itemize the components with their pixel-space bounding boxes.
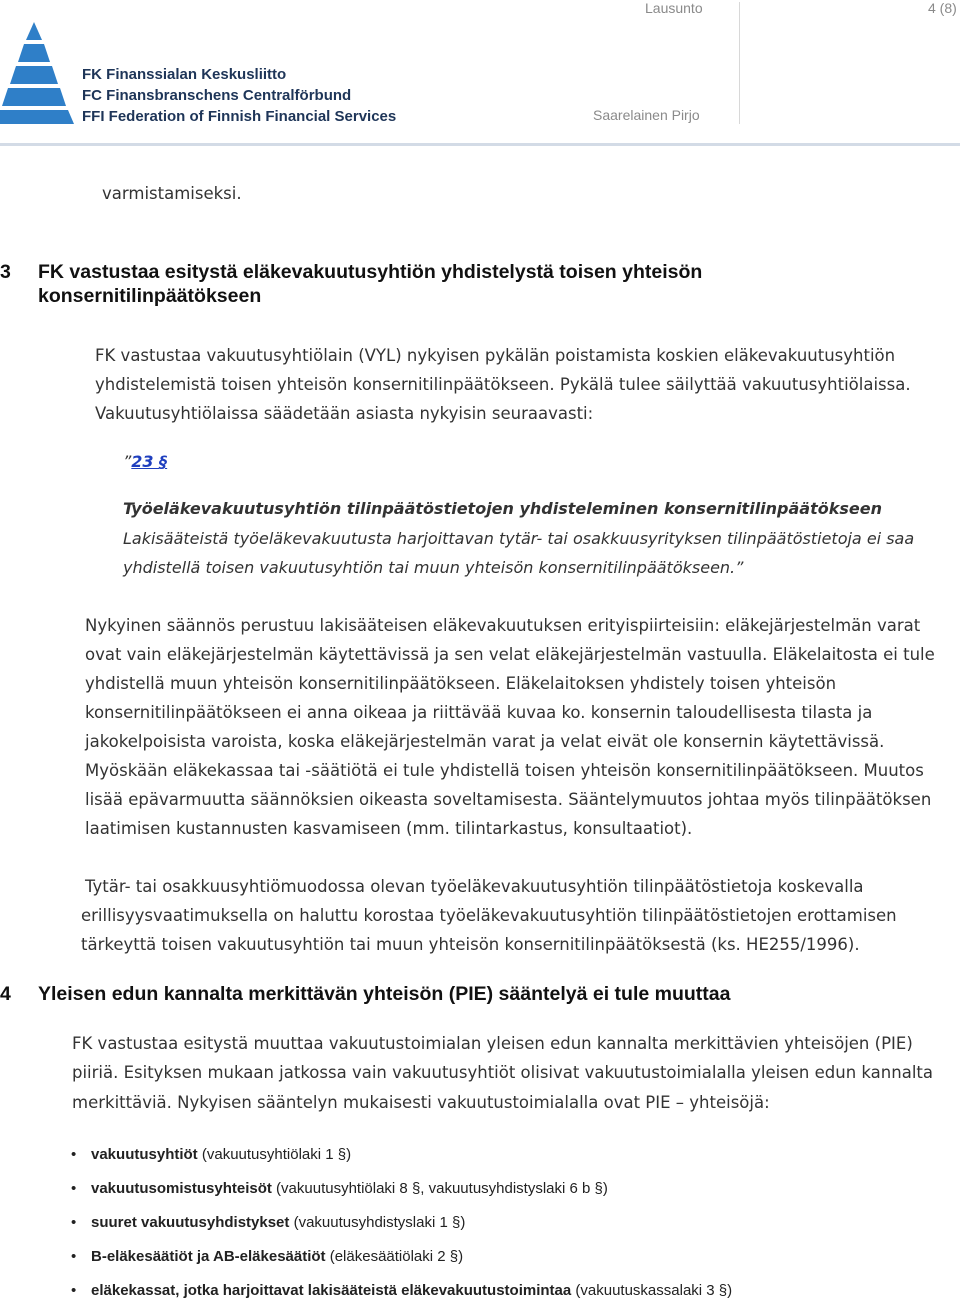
- list-item: [71, 1146, 352, 1163]
- list-item-reference: (vakuutusyhtiölaki 8 §, vakuutusyhdistyslaki 6 b §): [271, 1180, 608, 1197]
- logo-mark-icon: [0, 18, 82, 128]
- list-item-term: vakuutusyhtiöt: [91, 1146, 198, 1163]
- section-3-title-line-1: FK vastustaa esitystä eläkevakuutusyhtiön yhdistelystä toisen yhteisön: [38, 261, 703, 283]
- s3-para3-line: Tytär- tai osakkuusyhtiömuodossa olevan työeläkevakuutusyhtiön tilinpäätöstietoja koskevalla: [85, 877, 864, 896]
- quote-open-mark: ”: [123, 452, 132, 471]
- section-3-title-line-2: konsernitilinpäätökseen: [38, 285, 262, 307]
- list-item-reference: (eläkesäätiölaki 2 §): [325, 1248, 464, 1265]
- s3-para3-line: erillisyysvaatimuksella on haluttu korostaa työeläkevakuutusyhtiön tilinpäätöstietojen erottamisen: [81, 906, 897, 925]
- s3-para2-line: ovat vain eläkejärjestelmän käytettävissä ja sen velat eläkejärjestelmän vastuulla. Eläkelaitosta ei tule: [85, 645, 935, 664]
- list-item-term: suuret vakuutusyhdistykset: [91, 1214, 290, 1231]
- s3-para2-line: Myöskään eläkekassaa tai -säätiötä ei tule yhdistellä toisen yhteisön konsernitilinpäätökseen. Muutos: [85, 761, 924, 780]
- s4-para1-line: FK vastustaa esitystä muuttaa vakuutustoimialan yleisen edun kannalta merkittävien yhteisöjen (PIE): [72, 1034, 913, 1053]
- document-type: Lausunto: [645, 0, 703, 16]
- continuation-text: varmistamiseksi.: [102, 184, 242, 203]
- list-item-term: B-eläkesäätiöt ja AB-eläkesäätiöt: [91, 1248, 326, 1265]
- list-item-reference: (vakuutuskassalaki 3 §): [571, 1282, 733, 1299]
- logo-line-sv: FC Finansbranschens Centralförbund: [82, 87, 352, 104]
- bullet-icon: •: [71, 1214, 77, 1231]
- list-item-term: vakuutusomistusyhteisöt: [91, 1180, 272, 1197]
- bullet-icon: •: [71, 1282, 77, 1299]
- s3-para3-line: tärkeyttä toisen vakuutusyhtiön tai muun yhteisön konsernitilinpäätöksestä (ks. HE255/1996).: [81, 935, 860, 954]
- bullet-icon: •: [71, 1146, 77, 1163]
- section-4-number: 4: [0, 983, 11, 1005]
- list-item: [71, 1282, 733, 1299]
- bullet-icon: •: [71, 1180, 77, 1197]
- header-rule: [0, 143, 960, 146]
- s3-para2-line: lisää epävarmuutta säännöksien oikeasta soveltamisesta. Sääntelymuutos johtaa myös tilinpäätöksen: [85, 790, 932, 809]
- s3-para2-line: Nykyinen säännös perustuu lakisääteisen eläkevakuutuksen erityispiirteisiin: eläkejärjestelmän varat: [85, 616, 921, 635]
- section-3-number: 3: [0, 261, 11, 283]
- author-name: Saarelainen Pirjo: [593, 107, 700, 123]
- s3-para2-line: jakokelpoisista varoista, koska eläkejärjestelmän varat ja velat eivät ole konsernin käytettävissä.: [85, 732, 885, 751]
- s3-para2-line: konsernitilinpäätökseen ei anna oikeaa ja riittävää kuvaa ko. konsernin taloudellisesta tilasta ja: [85, 703, 873, 722]
- quote-line: Lakisääteistä työeläkevakuutusta harjoittavan tytär- tai osakkuusyrityksen tilinpäätöstietoja ei saa: [123, 529, 915, 548]
- s3-para2-line: yhdistellä muun yhteisön konsernitilinpäätökseen. Eläkelaitoksen yhdistely toisen yhteisön: [85, 674, 837, 693]
- list-item-term: eläkekassat, jotka harjoittavat lakisääteistä eläkevakuutustoimintaa: [91, 1282, 572, 1299]
- s4-para1-line: merkittäviä. Nykyisen sääntelyn mukaisesti vakuutustoimialalla ovat PIE – yhteisöjä:: [72, 1093, 770, 1112]
- organization-logo: [0, 18, 397, 130]
- page-number: 4 (8): [928, 0, 957, 16]
- list-item: [71, 1248, 464, 1265]
- list-item: [71, 1180, 608, 1197]
- s3-para1-line: Vakuutusyhtiölaissa säädetään asiasta nykyisin seuraavasti:: [95, 404, 594, 423]
- quote-reference: [123, 452, 167, 471]
- list-item-reference: (vakuutusyhtiölaki 1 §): [197, 1146, 352, 1163]
- s4-para1-line: piiriä. Esityksen mukaan jatkossa vain vakuutusyhtiöt olisivat vakuutustoimialalla yleisen edun kannalta: [72, 1063, 933, 1082]
- bullet-icon: •: [71, 1248, 77, 1265]
- list-item: [71, 1214, 466, 1231]
- section-4-title: Yleisen edun kannalta merkittävän yhteisön (PIE) sääntelyä ei tule muuttaa: [38, 983, 731, 1005]
- list-item-reference: (vakuutusyhdistyslaki 1 §): [289, 1214, 466, 1231]
- quote-line: yhdistellä toisen vakuutusyhtiön tai muun yhteisön konsernitilinpäätökseen.”: [123, 558, 744, 577]
- logo-line-fi: FK Finanssialan Keskusliitto: [82, 66, 287, 83]
- quote-heading: Työeläkevakuutusyhtiön tilinpäätöstietojen yhdisteleminen konsernitilinpäätökseen: [123, 499, 882, 518]
- header-divider: [739, 2, 740, 124]
- law-section-link[interactable]: 23 §: [131, 452, 168, 471]
- s3-para1-line: yhdistelemistä toisen yhteisön konsernitilinpäätökseen. Pykälä tulee säilyttää vakuutusyhtiölaissa.: [95, 375, 911, 394]
- s3-para1-line: FK vastustaa vakuutusyhtiölain (VYL) nykyisen pykälän poistamista koskien eläkevakuutusyhtiön: [95, 346, 896, 365]
- logo-line-en: FFI Federation of Finnish Financial Services: [82, 108, 397, 125]
- s3-para2-line: laatimisen kustannusten kasvamiseen (mm. tilintarkastus, konsultaatiot).: [85, 819, 693, 838]
